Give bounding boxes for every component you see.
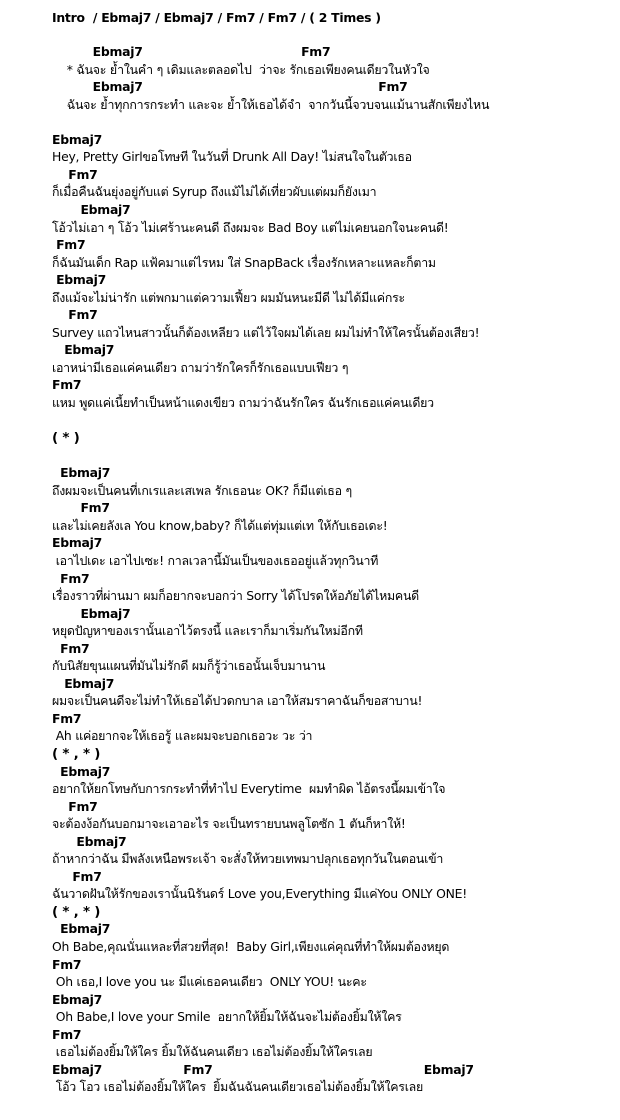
- lyric-line: Oh Babe,คุณนั่นแหละที่สวยที่สุด! Baby Girl,เพียงแค่คุณที่ทำให้ผมต้องหยุด: [52, 939, 450, 954]
- chord-line: Ebmaj7: [52, 992, 102, 1007]
- chord-line: Fm7: [52, 799, 98, 814]
- lyric-line: เธอไม่ต้องยิ้มให้ใคร ยิ้มให้ฉันคนเดียว เธอไม่ต้องยิ้มให้ใครเลย: [52, 1044, 373, 1059]
- chord-line: Fm7: [52, 167, 98, 182]
- lyric-line: Ah แค่อยากจะให้เธอรู้ และผมจะบอกเธอวะ วะ ว่า: [52, 728, 313, 743]
- chord-line: Ebmaj7: [52, 465, 111, 480]
- chord-line: Fm7: [52, 641, 90, 656]
- chord-line: Fm7: [52, 307, 98, 322]
- lyric-line: ถึงผมจะเป็นคนที่เกเรและเสเพล รักเธอนะ OK? ก็มีแต่เธอ ๆ: [52, 483, 352, 498]
- lyric-line: และไม่เคยลังเล You know,baby? ก็ได้แต่ทุ่มแต่เท ให้กับเธอเดะ!: [52, 518, 388, 533]
- chord-line: Ebmaj7 Fm7 Ebmaj7: [52, 1062, 474, 1077]
- chord-line: Ebmaj7: [52, 764, 111, 779]
- chord-line: Fm7: [52, 500, 110, 515]
- chord-line: Ebmaj7: [52, 272, 107, 287]
- chord-line: Fm7: [52, 957, 82, 972]
- chord-line: Ebmaj7: [52, 342, 115, 357]
- lyric-line: จะต้องง้อกันบอกมาจะเอาอะไร จะเป็นทรายบนพลูโตซัก 1 ตันก็หาให้!: [52, 816, 406, 831]
- intro-line: Intro / Ebmaj7 / Ebmaj7 / Fm7 / Fm7 / ( 2 Times ): [52, 10, 381, 25]
- chord-line: Fm7: [52, 869, 102, 884]
- lyric-line: ฉันวาดฝันให้รักของเรานั้นนิรันดร์ Love you,Everything มีแค่You ONLY ONE!: [52, 886, 467, 901]
- lyric-line: ผมจะเป็นคนดีจะไม่ทำให้เธอได้ปวดกบาล เอาให้สมราคาฉันก็ขอสาบาน!: [52, 693, 423, 708]
- chord-line: Ebmaj7 Fm7: [52, 79, 408, 94]
- lyric-line: โอ้ว โอว เธอไม่ต้องยิ้มให้ใคร ยิ้มฉันฉันคนเดียวเธอไม่ต้องยิ้มให้ใครเลย: [52, 1079, 424, 1094]
- chord-line: Fm7: [52, 1027, 82, 1042]
- chord-line: Fm7: [52, 237, 86, 252]
- chord-line: Ebmaj7 Fm7: [52, 44, 331, 59]
- lyric-line: ฉันจะ ย้ำทุกการกระทำ และจะ ย้ำให้เธอได้จำ จากวันนี้จวบจนแม้นานสักเพียงไหน: [52, 97, 490, 112]
- lyric-line: ก็ฉันมันเด็ก Rap แฟ้คมาแต่ไรหม ใส่ SnapBack เรื่องรักเหลาะแหละก็ตาม: [52, 255, 436, 270]
- lyric-line: เอาไปเดะ เอาไปเซะ! กาลเวลานี้มันเป็นของเธออยู่แล้วทุกวินาที: [52, 553, 379, 568]
- chord-line: Ebmaj7: [52, 606, 131, 621]
- chorus-marker: ( * , * ): [52, 904, 101, 920]
- lyric-line: หยุดปัญหาของเรานั้นเอาไว้ตรงนี้ และเราก็มาเริ่มกันใหม่อีกที: [52, 623, 363, 638]
- lyric-line: เรื่องราวที่ผ่านมา ผมก็อยากจะบอกว่า Sorry ได้โปรดให้อภัยได้ไหมคนดี: [52, 588, 419, 603]
- chord-line: Ebmaj7: [52, 834, 127, 849]
- chord-line: Ebmaj7: [52, 132, 102, 147]
- chorus-marker: ( * ): [52, 430, 80, 446]
- chord-line: Fm7: [52, 571, 90, 586]
- chord-line: Ebmaj7: [52, 535, 102, 550]
- chord-line: Ebmaj7: [52, 921, 111, 936]
- lyric-line: Hey, Pretty Girlขอโทษที ในวันที่ Drunk All Day! ไม่สนใจในตัวเธอ: [52, 149, 412, 164]
- lyric-line: Oh เธอ,I love you นะ มีแค่เธอคนเดียว ONLY YOU! นะคะ: [52, 974, 367, 989]
- lyric-line: เอาหน่ามีเธอแค่คนเดียว ถามว่ารักใครก็รักเธอแบบเฟียว ๆ: [52, 360, 349, 375]
- lyric-line: โอ้วไม่เอา ๆ โอ้ว ไม่เศร้านะคนดี ถึงผมจะ Bad Boy แต่ไม่เคยนอกใจนะคนดี!: [52, 220, 449, 235]
- chord-line: Ebmaj7: [52, 202, 131, 217]
- chord-line: Ebmaj7: [52, 676, 115, 691]
- lyric-line: Survey แถวไหนสาวนั้นก็ต้องเหลียว แต่ไว้ใจผมได้เลย ผมไม่ทำให้ใครนั้นต้องเสียว!: [52, 325, 480, 340]
- chorus-marker: ( * , * ): [52, 746, 101, 762]
- chord-line: Fm7: [52, 377, 82, 392]
- lyric-line: Oh Babe,I love your Smile อยากให้ยิ้มให้ฉันจะไม่ต้องยิ้มให้ใคร: [52, 1009, 402, 1024]
- chord-line: Fm7: [52, 711, 82, 726]
- lyric-line: อยากให้ยกโทษกับการกระทำที่ทำไป Everytime ผมทำผิด ไอ้ตรงนี้ผมเข้าใจ: [52, 781, 446, 796]
- lyric-line: ก็เมื่อคืนฉันยุ่งอยู่กับแต่ Syrup ถึงแม้ไม่ได้เที่ยวผับแต่ผมก็ยังเมา: [52, 184, 377, 199]
- lyric-line: ถึงแม้จะไม่น่ารัก แต่พกมาแต่ความเฟี้ยว ผมมันหนะมีดี ไม่ได้มีแค่กระ: [52, 290, 405, 305]
- lyric-line: ถ้าหากว่าฉัน มีพลังเหนือพระเจ้า จะสั่งให้ทวยเทพมาปลุกเธอทุกวันในตอนเข้า: [52, 851, 444, 866]
- lyric-line: * ฉันจะ ย้ำในคำ ๆ เดิมและตลอดไป ว่าจะ รักเธอเพียงคนเดียวในหัวใจ: [52, 62, 430, 77]
- lyric-line: กับนิสัยขุนแผนที่มันไม่รักดี ผมก็รู้ว่าเธอนั้นเจ็บมานาน: [52, 658, 326, 673]
- lyric-line: แหม พูดแค่เนี้ยทำเป็นหน้าแดงเขียว ถามว่าฉันรักใคร ฉันรักเธอแค่คนเดียว: [52, 395, 434, 410]
